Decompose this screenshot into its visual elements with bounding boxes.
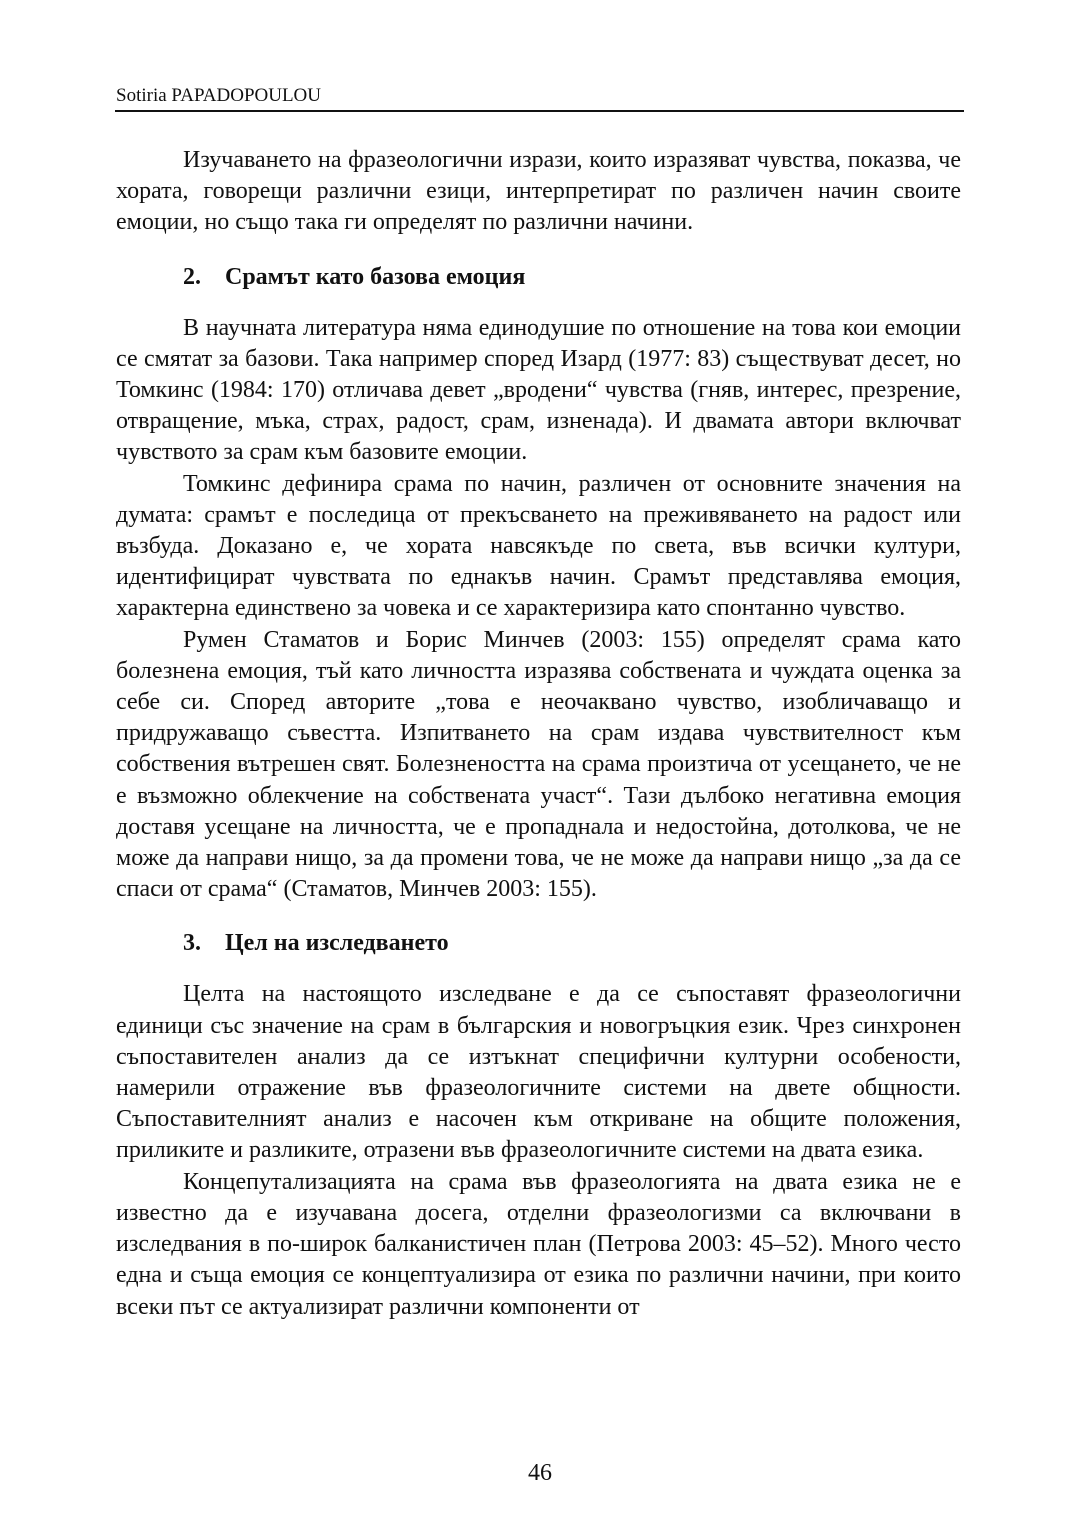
section-3-heading	[116, 928, 961, 959]
section-2-paragraph-2: Томкинс дефинира срама по начин, различен от основните значения на думата: срамът е последица от прекъсването на преживяването на радост или възбуда. Доказано е, че хората навсякъде по света, във всички култури, идентифицират чувствата по еднакъв начин. Срамът представлява емоция, характерна единствено за човека и се характеризира като спонтанно чувство.	[116, 470, 961, 622]
section-3-title: Цел на изследването	[225, 930, 449, 957]
section-2-heading	[116, 262, 961, 293]
intro-paragraph: Изучаването на фразеологични изрази, които изразяват чувства, показва, че хората, говорещи различни езици, интерпретират по различен начин своите емоции, но също така ги определят по различни начини.	[116, 147, 961, 236]
running-header-author: Sotiria PAPADOPOULOU	[116, 85, 322, 106]
section-2-title: Срамът като базова емоция	[225, 263, 526, 290]
section-3-paragraph-1: Целта на настоящото изследване е да се съпоставят фразеологични единици със значение на срам в българския и новогръцкия език. Чрез синхронен съпоставителен анализ да се изтъкнат специфични културни особености, намерили отражение във фразеологичните системи на двете общности. Съпоставителният анализ е насочен към откриване на общите положения, приликите и разликите, отразени във фразеологичните системи на двата езика.	[116, 981, 961, 1164]
section-2-paragraph-3: Румен Стаматов и Борис Минчев (2003: 155) определят срама като болезнена емоция, тъй като личността изразява собствената и чуждата оценка за себе си. Според авторите „това е неочаквано чувство, изобличаващо и придружаващо съвестта. Изпитването на срам издава чувствителност към собствения вътрешен свят. Болезнеността на срама произтича от усещането, че не е възможно облекчение на собствената участ“. Тази дълбоко негативна емоция доставя усещане на личността, че е пропаднала и недостойна, дотолкова, че не може да направи нищо, за да промени това, че не може да направи нищо „за да се спаси от срама“ (Стаматов, Минчев 2003: 155).	[116, 626, 961, 903]
page-number: 46	[528, 1460, 552, 1486]
section-2-number: 2.	[183, 263, 201, 290]
section-3-number: 3.	[183, 930, 201, 957]
section-2-paragraph-1: В научната литература няма единодушие по отношение на това кои емоции се смятат за базови. Така например според Изард (1977: 83) съществуват десет, но Томкинс (1984: 170) отличава девет „вродени“ чувства (гняв, интерес, презрение, отвращение, мъка, страх, радост, срам, изненада). И двамата автори включват чувството за срам към базовите емоции.	[116, 314, 961, 466]
body-text	[116, 145, 961, 1323]
header-rule	[115, 110, 964, 112]
section-3-paragraph-2: Концепутализацията на срама във фразеологията на двата езика не е известно да е изучавана досега, отделни фразеологизми са включвани в изследвания в по-широк балканистичен план (Петрова 2003: 45–52). Много често една и съща емоция се концептуализира от езика по различни начини, при които всеки път се актуализират различни компоненти от	[116, 1168, 961, 1320]
